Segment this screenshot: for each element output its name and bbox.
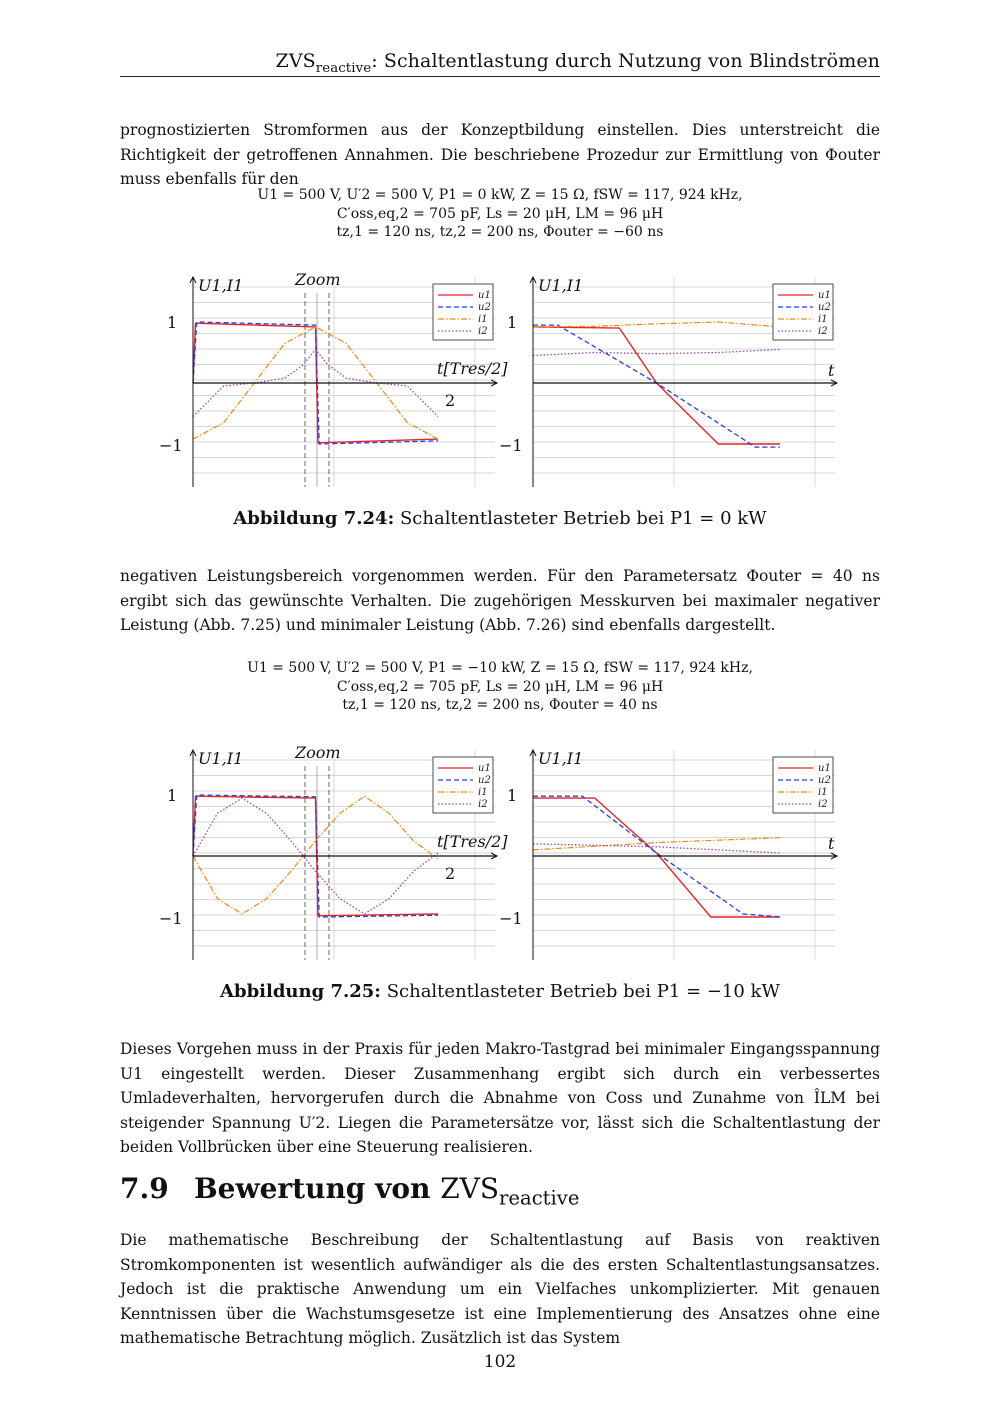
paragraph-3: Dieses Vorgehen muss in der Praxis für jeden Makro-Tastgrad bei minimaler Eingangsspannung U1 eingestellt werden. Dieser Zusammenhang ergibt sich durch ein verbessertes Umladeverhalten, hervorgerufen durch die Abnahme von Coss und Zunahme von ÎLM bei steigender Spannung U′2. Liegen die Parametersätze vor, lässt sich die Schaltentlastung der beiden Vollbrücken über eine Steuerung realisieren. xyxy=(120,1040,880,1156)
fig1-plot xyxy=(150,265,850,490)
legend-label-i2: i2 xyxy=(818,326,828,337)
fig1-left-tick-minus1: −1 xyxy=(159,436,183,455)
fig2-right-i2-line xyxy=(533,844,780,853)
legend-label-i2: i2 xyxy=(818,799,828,810)
legend-label-u1: u1 xyxy=(818,763,831,774)
fig2-right-x-label: t xyxy=(828,834,835,853)
fig1-caption: Abbildung 7.24: Schaltentlasteter Betrieb bei P1 = 0 kW xyxy=(233,508,767,529)
legend-label-u2: u2 xyxy=(818,775,831,786)
legend-label-u2: u2 xyxy=(818,302,831,313)
fig2-params: U1 = 500 V, U′2 = 500 V, P1 = −10 kW, Z = 15 Ω, fSW = 117, 924 kHz, C′oss,eq,2 = 705 pF, Ls = 20 μH, LM = 96 μH tz,1 = 120 ns, tz,2 = 200 ns, Φouter = 40 ns xyxy=(247,660,753,713)
fig2-left-tick-minus1: −1 xyxy=(159,909,183,928)
fig2-left-tick-2: 2 xyxy=(445,864,456,883)
legend-label-u1: u1 xyxy=(818,290,831,301)
fig2-plot xyxy=(150,738,850,963)
fig1-left-tick-1: 1 xyxy=(167,313,178,332)
legend-label-u2: u2 xyxy=(478,775,491,786)
fig1-left-y-label: U1,I1 xyxy=(198,276,244,295)
fig1-right-tick-1: 1 xyxy=(507,313,518,332)
fig1-left-tick-2: 2 xyxy=(445,391,456,410)
fig1-left-x-label: t[Tres/2] xyxy=(437,359,508,378)
fig1-right-u2-line xyxy=(533,325,780,447)
fig1-right-x-label: t xyxy=(828,361,835,380)
fig1-zoom-label: Zoom xyxy=(295,270,341,289)
legend-label-i1: i1 xyxy=(818,314,828,325)
fig2-left-legend xyxy=(433,757,493,813)
page-number: 102 xyxy=(483,1352,517,1372)
fig2-left-y-label: U1,I1 xyxy=(198,749,244,768)
legend-label-i1: i1 xyxy=(478,314,488,325)
fig1-left-legend xyxy=(433,284,493,340)
fig2-right-legend xyxy=(773,757,833,813)
fig2-left-x-label: t[Tres/2] xyxy=(437,832,508,851)
fig1-right-y-label: U1,I1 xyxy=(538,276,584,295)
running-head: $ZVS_{reactive}$: Schaltentlastung durch Nutzung von Blindströmen xyxy=(275,50,880,76)
legend-label-i2: i2 xyxy=(478,799,488,810)
legend-label-u1: u1 xyxy=(478,290,491,301)
legend-label-i1: i1 xyxy=(818,787,828,798)
fig2-zoom-label: Zoom xyxy=(295,743,341,762)
fig2-caption: Abbildung 7.25: Schaltentlasteter Betrieb bei P1 = −10 kW xyxy=(220,981,780,1002)
fig2-right-tick-minus1: −1 xyxy=(499,909,523,928)
fig1-right-i1-line xyxy=(533,322,780,327)
fig2-right-y-label: U1,I1 xyxy=(538,749,584,768)
paragraph-2: negativen Leistungsbereich vorgenommen werden. Für den Parametersatz Φouter = 40 ns ergibt sich das gewünschte Verhalten. Die zugehörigen Messkurven bei maximaler negativer Leistung (Abb. 7.25) und minimaler Leistung (Abb. 7.26) sind ebenfalls dargestellt. xyxy=(120,567,880,634)
fig1-right-i2-line xyxy=(533,349,780,355)
fig1-params: U1 = 500 V, U′2 = 500 V, P1 = 0 kW, Z = 15 Ω, fSW = 117, 924 kHz, C′oss,eq,2 = 705 pF, Ls = 20 μH, LM = 96 μH tz,1 = 120 ns, tz,2 = 200 ns, Φouter = −60 ns xyxy=(257,187,743,240)
fig2-right-i1-line xyxy=(533,838,780,850)
fig2-right-tick-1: 1 xyxy=(507,786,518,805)
legend-label-u2: u2 xyxy=(478,302,491,313)
fig1-right-legend xyxy=(773,284,833,340)
section-heading: 7.9 Bewertung von $ZVS_{reactive}$ xyxy=(120,1172,580,1210)
paragraph-4: Die mathematische Beschreibung der Schaltentlastung auf Basis von reaktiven Stromkomponenten ist wesentlich aufwändiger als die des ersten Schaltentlastungsansatzes. Jedoch ist die praktische Anwendung um ein Vielfaches unkomplizierter. Mit genauen Kenntnissen über die Wachstumsgesetze ist eine Implementierung des Ansatzes ohne eine mathematische Betrachtung möglich. Zusätzlich ist das System xyxy=(120,1231,880,1347)
legend-label-u1: u1 xyxy=(478,763,491,774)
fig2-left-tick-1: 1 xyxy=(167,786,178,805)
fig1-right-tick-minus1: −1 xyxy=(499,436,523,455)
legend-label-i2: i2 xyxy=(478,326,488,337)
legend-label-i1: i1 xyxy=(478,787,488,798)
header-rule xyxy=(120,76,880,77)
paragraph-1: prognostizierten Stromformen aus der Konzeptbildung einstellen. Dies unterstreicht die Richtigkeit der getroffenen Annahmen. Die beschriebene Prozedur zur Ermittlung von Φouter muss ebenfalls für den xyxy=(120,121,880,188)
